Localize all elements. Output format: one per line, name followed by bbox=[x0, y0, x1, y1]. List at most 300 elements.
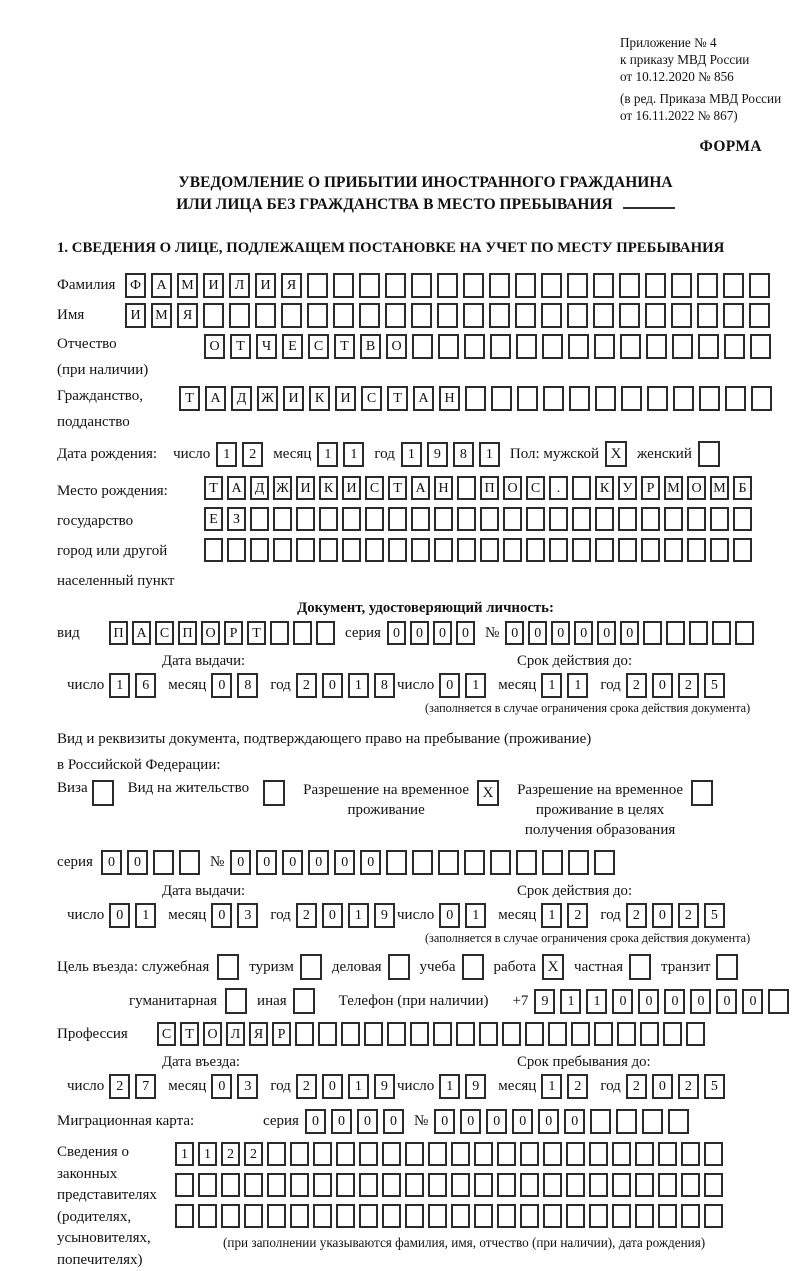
char-cell[interactable] bbox=[456, 1022, 475, 1046]
char-cell[interactable] bbox=[490, 850, 511, 875]
char-cell[interactable] bbox=[543, 1173, 562, 1197]
char-cell[interactable]: С bbox=[526, 476, 545, 500]
char-cell[interactable]: 1 bbox=[135, 903, 156, 928]
char-cell[interactable] bbox=[336, 1204, 355, 1228]
char-cell[interactable] bbox=[296, 507, 315, 531]
char-cell[interactable] bbox=[542, 850, 563, 875]
char-cell[interactable]: 0 bbox=[716, 989, 737, 1014]
char-cell[interactable] bbox=[411, 273, 432, 298]
char-cell[interactable] bbox=[336, 1142, 355, 1166]
char-cell[interactable] bbox=[520, 1142, 539, 1166]
char-cell[interactable] bbox=[542, 334, 563, 359]
char-cell[interactable] bbox=[642, 1109, 663, 1134]
char-cell[interactable] bbox=[410, 1022, 429, 1046]
char-cell[interactable] bbox=[175, 1204, 194, 1228]
char-cell[interactable] bbox=[566, 1142, 585, 1166]
char-cell[interactable]: 1 bbox=[348, 673, 369, 698]
char-cell[interactable] bbox=[572, 507, 591, 531]
char-cell[interactable] bbox=[457, 507, 476, 531]
char-cell[interactable] bbox=[646, 334, 667, 359]
char-cell[interactable]: 0 bbox=[433, 621, 452, 645]
char-cell[interactable] bbox=[572, 538, 591, 562]
char-cell[interactable] bbox=[489, 303, 510, 328]
char-cell[interactable] bbox=[364, 1022, 383, 1046]
char-cell[interactable] bbox=[428, 1173, 447, 1197]
char-cell[interactable]: 0 bbox=[612, 989, 633, 1014]
char-cell[interactable] bbox=[451, 1204, 470, 1228]
char-cell[interactable] bbox=[595, 538, 614, 562]
char-cell[interactable] bbox=[668, 1109, 689, 1134]
other-checkbox[interactable] bbox=[293, 988, 315, 1014]
char-cell[interactable]: 0 bbox=[456, 621, 475, 645]
char-cell[interactable] bbox=[437, 273, 458, 298]
char-cell[interactable] bbox=[382, 1204, 401, 1228]
char-cell[interactable] bbox=[457, 538, 476, 562]
char-cell[interactable] bbox=[497, 1142, 516, 1166]
char-cell[interactable] bbox=[593, 303, 614, 328]
char-cell[interactable] bbox=[589, 1142, 608, 1166]
char-cell[interactable] bbox=[617, 1022, 636, 1046]
char-cell[interactable] bbox=[203, 303, 224, 328]
char-cell[interactable]: 0 bbox=[742, 989, 763, 1014]
char-cell[interactable]: 1 bbox=[567, 673, 588, 698]
char-cell[interactable] bbox=[175, 1173, 194, 1197]
char-cell[interactable]: 1 bbox=[465, 903, 486, 928]
char-cell[interactable] bbox=[681, 1142, 700, 1166]
char-cell[interactable]: 1 bbox=[465, 673, 486, 698]
char-cell[interactable] bbox=[307, 273, 328, 298]
char-cell[interactable] bbox=[428, 1204, 447, 1228]
char-cell[interactable] bbox=[480, 538, 499, 562]
char-cell[interactable]: 0 bbox=[211, 1074, 232, 1099]
char-cell[interactable] bbox=[749, 273, 770, 298]
char-cell[interactable] bbox=[751, 386, 772, 411]
char-cell[interactable] bbox=[198, 1204, 217, 1228]
char-cell[interactable] bbox=[645, 273, 666, 298]
char-cell[interactable] bbox=[619, 273, 640, 298]
char-cell[interactable] bbox=[645, 303, 666, 328]
char-cell[interactable] bbox=[697, 273, 718, 298]
char-cell[interactable] bbox=[594, 850, 615, 875]
char-cell[interactable] bbox=[517, 386, 538, 411]
char-cell[interactable] bbox=[543, 1204, 562, 1228]
char-cell[interactable]: 2 bbox=[678, 903, 699, 928]
char-cell[interactable] bbox=[290, 1173, 309, 1197]
char-cell[interactable]: М bbox=[151, 303, 172, 328]
char-cell[interactable] bbox=[387, 1022, 406, 1046]
char-cell[interactable] bbox=[342, 538, 361, 562]
char-cell[interactable] bbox=[503, 507, 522, 531]
char-cell[interactable]: 2 bbox=[296, 673, 317, 698]
sex-female-checkbox[interactable] bbox=[698, 441, 720, 467]
char-cell[interactable] bbox=[567, 303, 588, 328]
char-cell[interactable]: 0 bbox=[439, 903, 460, 928]
char-cell[interactable] bbox=[255, 303, 276, 328]
char-cell[interactable] bbox=[681, 1173, 700, 1197]
char-cell[interactable]: 8 bbox=[453, 442, 474, 467]
char-cell[interactable] bbox=[385, 273, 406, 298]
work-checkbox[interactable]: X bbox=[542, 954, 564, 980]
char-cell[interactable] bbox=[464, 850, 485, 875]
char-cell[interactable]: 0 bbox=[282, 850, 303, 875]
char-cell[interactable] bbox=[491, 386, 512, 411]
char-cell[interactable]: Т bbox=[387, 386, 408, 411]
char-cell[interactable]: 0 bbox=[331, 1109, 352, 1134]
char-cell[interactable]: 0 bbox=[101, 850, 122, 875]
char-cell[interactable]: Д bbox=[231, 386, 252, 411]
char-cell[interactable]: А bbox=[413, 386, 434, 411]
char-cell[interactable] bbox=[590, 1109, 611, 1134]
char-cell[interactable]: 1 bbox=[198, 1142, 217, 1166]
char-cell[interactable] bbox=[319, 538, 338, 562]
char-cell[interactable] bbox=[541, 303, 562, 328]
char-cell[interactable]: О bbox=[386, 334, 407, 359]
char-cell[interactable] bbox=[296, 538, 315, 562]
char-cell[interactable] bbox=[549, 507, 568, 531]
char-cell[interactable]: 2 bbox=[109, 1074, 130, 1099]
char-cell[interactable]: З bbox=[227, 507, 246, 531]
char-cell[interactable]: Р bbox=[224, 621, 243, 645]
char-cell[interactable]: 0 bbox=[652, 673, 673, 698]
char-cell[interactable]: Н bbox=[439, 386, 460, 411]
char-cell[interactable] bbox=[589, 1173, 608, 1197]
char-cell[interactable] bbox=[503, 538, 522, 562]
char-cell[interactable]: С bbox=[157, 1022, 176, 1046]
char-cell[interactable]: Я bbox=[249, 1022, 268, 1046]
char-cell[interactable] bbox=[733, 538, 752, 562]
char-cell[interactable]: 0 bbox=[434, 1109, 455, 1134]
private-checkbox[interactable] bbox=[629, 954, 651, 980]
char-cell[interactable] bbox=[572, 476, 591, 500]
char-cell[interactable]: 9 bbox=[427, 442, 448, 467]
char-cell[interactable] bbox=[295, 1022, 314, 1046]
char-cell[interactable]: Д bbox=[250, 476, 269, 500]
char-cell[interactable] bbox=[382, 1142, 401, 1166]
char-cell[interactable]: 0 bbox=[211, 903, 232, 928]
char-cell[interactable] bbox=[699, 386, 720, 411]
char-cell[interactable] bbox=[465, 386, 486, 411]
char-cell[interactable] bbox=[526, 507, 545, 531]
char-cell[interactable] bbox=[643, 621, 662, 645]
char-cell[interactable] bbox=[612, 1173, 631, 1197]
char-cell[interactable]: 1 bbox=[109, 673, 130, 698]
char-cell[interactable] bbox=[434, 507, 453, 531]
char-cell[interactable] bbox=[307, 303, 328, 328]
char-cell[interactable] bbox=[474, 1142, 493, 1166]
char-cell[interactable]: 1 bbox=[317, 442, 338, 467]
char-cell[interactable]: . bbox=[549, 476, 568, 500]
char-cell[interactable] bbox=[359, 303, 380, 328]
char-cell[interactable] bbox=[641, 507, 660, 531]
char-cell[interactable] bbox=[497, 1204, 516, 1228]
char-cell[interactable]: 2 bbox=[242, 442, 263, 467]
char-cell[interactable]: 0 bbox=[127, 850, 148, 875]
char-cell[interactable] bbox=[438, 850, 459, 875]
char-cell[interactable] bbox=[198, 1173, 217, 1197]
tourism-checkbox[interactable] bbox=[300, 954, 322, 980]
char-cell[interactable] bbox=[490, 334, 511, 359]
char-cell[interactable]: 3 bbox=[237, 903, 258, 928]
char-cell[interactable] bbox=[620, 334, 641, 359]
char-cell[interactable] bbox=[664, 538, 683, 562]
char-cell[interactable] bbox=[571, 1022, 590, 1046]
char-cell[interactable]: 0 bbox=[256, 850, 277, 875]
char-cell[interactable] bbox=[673, 386, 694, 411]
char-cell[interactable] bbox=[515, 303, 536, 328]
char-cell[interactable] bbox=[318, 1022, 337, 1046]
char-cell[interactable] bbox=[686, 1022, 705, 1046]
char-cell[interactable]: Л bbox=[229, 273, 250, 298]
char-cell[interactable]: 2 bbox=[678, 673, 699, 698]
char-cell[interactable]: 0 bbox=[690, 989, 711, 1014]
char-cell[interactable] bbox=[293, 621, 312, 645]
char-cell[interactable] bbox=[463, 273, 484, 298]
char-cell[interactable]: Т bbox=[179, 386, 200, 411]
char-cell[interactable] bbox=[621, 386, 642, 411]
char-cell[interactable] bbox=[221, 1204, 240, 1228]
char-cell[interactable]: 0 bbox=[322, 1074, 343, 1099]
char-cell[interactable] bbox=[411, 303, 432, 328]
char-cell[interactable] bbox=[595, 507, 614, 531]
char-cell[interactable] bbox=[672, 334, 693, 359]
char-cell[interactable]: Н bbox=[434, 476, 453, 500]
char-cell[interactable]: 2 bbox=[626, 903, 647, 928]
char-cell[interactable]: 0 bbox=[528, 621, 547, 645]
purpose-official-checkbox[interactable] bbox=[217, 954, 239, 980]
char-cell[interactable] bbox=[341, 1022, 360, 1046]
char-cell[interactable]: 2 bbox=[567, 1074, 588, 1099]
business-checkbox[interactable] bbox=[388, 954, 410, 980]
char-cell[interactable]: 2 bbox=[296, 1074, 317, 1099]
char-cell[interactable] bbox=[710, 538, 729, 562]
char-cell[interactable]: К bbox=[595, 476, 614, 500]
char-cell[interactable]: О bbox=[503, 476, 522, 500]
char-cell[interactable] bbox=[319, 507, 338, 531]
char-cell[interactable] bbox=[635, 1142, 654, 1166]
char-cell[interactable]: В bbox=[360, 334, 381, 359]
char-cell[interactable] bbox=[593, 273, 614, 298]
char-cell[interactable] bbox=[520, 1173, 539, 1197]
char-cell[interactable] bbox=[480, 507, 499, 531]
char-cell[interactable]: 2 bbox=[567, 903, 588, 928]
char-cell[interactable] bbox=[516, 850, 537, 875]
char-cell[interactable] bbox=[365, 538, 384, 562]
char-cell[interactable] bbox=[566, 1173, 585, 1197]
char-cell[interactable]: М bbox=[664, 476, 683, 500]
char-cell[interactable] bbox=[724, 334, 745, 359]
char-cell[interactable] bbox=[267, 1142, 286, 1166]
char-cell[interactable] bbox=[658, 1173, 677, 1197]
char-cell[interactable]: 0 bbox=[387, 621, 406, 645]
char-cell[interactable] bbox=[221, 1173, 240, 1197]
char-cell[interactable]: Ч bbox=[256, 334, 277, 359]
char-cell[interactable] bbox=[405, 1173, 424, 1197]
char-cell[interactable]: 0 bbox=[410, 621, 429, 645]
char-cell[interactable]: С bbox=[155, 621, 174, 645]
char-cell[interactable] bbox=[526, 538, 545, 562]
char-cell[interactable] bbox=[549, 538, 568, 562]
char-cell[interactable] bbox=[227, 538, 246, 562]
char-cell[interactable]: 2 bbox=[626, 1074, 647, 1099]
char-cell[interactable] bbox=[619, 303, 640, 328]
char-cell[interactable] bbox=[333, 273, 354, 298]
char-cell[interactable]: 6 bbox=[135, 673, 156, 698]
char-cell[interactable]: И bbox=[296, 476, 315, 500]
char-cell[interactable]: 0 bbox=[512, 1109, 533, 1134]
char-cell[interactable]: Е bbox=[282, 334, 303, 359]
char-cell[interactable]: Ж bbox=[273, 476, 292, 500]
char-cell[interactable]: 0 bbox=[439, 673, 460, 698]
char-cell[interactable] bbox=[386, 850, 407, 875]
char-cell[interactable] bbox=[666, 621, 685, 645]
char-cell[interactable] bbox=[641, 538, 660, 562]
char-cell[interactable] bbox=[333, 303, 354, 328]
char-cell[interactable] bbox=[229, 303, 250, 328]
char-cell[interactable]: 0 bbox=[322, 903, 343, 928]
char-cell[interactable]: 2 bbox=[678, 1074, 699, 1099]
char-cell[interactable]: 8 bbox=[374, 673, 395, 698]
char-cell[interactable] bbox=[710, 507, 729, 531]
char-cell[interactable]: 0 bbox=[334, 850, 355, 875]
char-cell[interactable] bbox=[548, 1022, 567, 1046]
char-cell[interactable]: 8 bbox=[237, 673, 258, 698]
char-cell[interactable] bbox=[359, 1142, 378, 1166]
char-cell[interactable]: О bbox=[204, 334, 225, 359]
char-cell[interactable] bbox=[697, 303, 718, 328]
char-cell[interactable]: 5 bbox=[704, 903, 725, 928]
char-cell[interactable] bbox=[671, 273, 692, 298]
char-cell[interactable]: Л bbox=[226, 1022, 245, 1046]
char-cell[interactable] bbox=[463, 303, 484, 328]
char-cell[interactable] bbox=[412, 334, 433, 359]
char-cell[interactable] bbox=[566, 1204, 585, 1228]
char-cell[interactable]: 1 bbox=[439, 1074, 460, 1099]
char-cell[interactable]: П bbox=[109, 621, 128, 645]
char-cell[interactable] bbox=[359, 273, 380, 298]
char-cell[interactable]: А bbox=[411, 476, 430, 500]
char-cell[interactable]: 0 bbox=[308, 850, 329, 875]
char-cell[interactable] bbox=[681, 1204, 700, 1228]
char-cell[interactable] bbox=[640, 1022, 659, 1046]
char-cell[interactable] bbox=[451, 1173, 470, 1197]
char-cell[interactable] bbox=[589, 1204, 608, 1228]
char-cell[interactable]: 0 bbox=[460, 1109, 481, 1134]
char-cell[interactable]: И bbox=[335, 386, 356, 411]
char-cell[interactable] bbox=[725, 386, 746, 411]
char-cell[interactable] bbox=[712, 621, 731, 645]
char-cell[interactable] bbox=[612, 1204, 631, 1228]
char-cell[interactable] bbox=[457, 476, 476, 500]
char-cell[interactable]: Я bbox=[177, 303, 198, 328]
char-cell[interactable] bbox=[543, 386, 564, 411]
char-cell[interactable]: 5 bbox=[704, 673, 725, 698]
char-cell[interactable] bbox=[568, 850, 589, 875]
char-cell[interactable]: Е bbox=[204, 507, 223, 531]
char-cell[interactable] bbox=[735, 621, 754, 645]
char-cell[interactable] bbox=[290, 1142, 309, 1166]
char-cell[interactable] bbox=[502, 1022, 521, 1046]
char-cell[interactable]: 0 bbox=[564, 1109, 585, 1134]
char-cell[interactable] bbox=[567, 273, 588, 298]
temp-residence-edu-checkbox[interactable] bbox=[691, 780, 713, 806]
char-cell[interactable]: И bbox=[203, 273, 224, 298]
char-cell[interactable]: 0 bbox=[357, 1109, 378, 1134]
char-cell[interactable]: 1 bbox=[175, 1142, 194, 1166]
char-cell[interactable]: 0 bbox=[360, 850, 381, 875]
char-cell[interactable] bbox=[568, 334, 589, 359]
char-cell[interactable]: 0 bbox=[322, 673, 343, 698]
char-cell[interactable]: И bbox=[125, 303, 146, 328]
sex-male-checkbox[interactable]: X bbox=[605, 441, 627, 467]
char-cell[interactable] bbox=[541, 273, 562, 298]
char-cell[interactable]: 1 bbox=[348, 1074, 369, 1099]
char-cell[interactable] bbox=[687, 538, 706, 562]
char-cell[interactable] bbox=[635, 1204, 654, 1228]
char-cell[interactable] bbox=[618, 538, 637, 562]
char-cell[interactable]: С bbox=[365, 476, 384, 500]
char-cell[interactable]: Я bbox=[281, 273, 302, 298]
char-cell[interactable] bbox=[750, 334, 771, 359]
char-cell[interactable] bbox=[689, 621, 708, 645]
char-cell[interactable] bbox=[658, 1204, 677, 1228]
char-cell[interactable]: 0 bbox=[664, 989, 685, 1014]
char-cell[interactable]: С bbox=[361, 386, 382, 411]
char-cell[interactable]: И bbox=[255, 273, 276, 298]
char-cell[interactable]: П bbox=[480, 476, 499, 500]
char-cell[interactable] bbox=[525, 1022, 544, 1046]
char-cell[interactable] bbox=[479, 1022, 498, 1046]
char-cell[interactable]: 0 bbox=[230, 850, 251, 875]
char-cell[interactable] bbox=[273, 538, 292, 562]
char-cell[interactable]: 1 bbox=[401, 442, 422, 467]
char-cell[interactable]: А bbox=[151, 273, 172, 298]
char-cell[interactable]: Р bbox=[272, 1022, 291, 1046]
char-cell[interactable]: Т bbox=[180, 1022, 199, 1046]
char-cell[interactable]: 5 bbox=[704, 1074, 725, 1099]
char-cell[interactable] bbox=[281, 303, 302, 328]
char-cell[interactable]: К bbox=[319, 476, 338, 500]
char-cell[interactable] bbox=[474, 1173, 493, 1197]
char-cell[interactable]: 0 bbox=[505, 621, 524, 645]
char-cell[interactable] bbox=[382, 1173, 401, 1197]
char-cell[interactable] bbox=[464, 334, 485, 359]
char-cell[interactable] bbox=[179, 850, 200, 875]
char-cell[interactable]: 0 bbox=[211, 673, 232, 698]
char-cell[interactable] bbox=[594, 334, 615, 359]
char-cell[interactable] bbox=[250, 507, 269, 531]
transit-checkbox[interactable] bbox=[716, 954, 738, 980]
char-cell[interactable]: Р bbox=[641, 476, 660, 500]
char-cell[interactable] bbox=[768, 989, 789, 1014]
char-cell[interactable]: Б bbox=[733, 476, 752, 500]
char-cell[interactable]: 1 bbox=[216, 442, 237, 467]
char-cell[interactable] bbox=[658, 1142, 677, 1166]
char-cell[interactable]: И bbox=[283, 386, 304, 411]
char-cell[interactable] bbox=[267, 1204, 286, 1228]
char-cell[interactable]: 1 bbox=[586, 989, 607, 1014]
char-cell[interactable]: У bbox=[618, 476, 637, 500]
char-cell[interactable]: 0 bbox=[638, 989, 659, 1014]
char-cell[interactable] bbox=[594, 1022, 613, 1046]
char-cell[interactable]: Ф bbox=[125, 273, 146, 298]
char-cell[interactable] bbox=[336, 1173, 355, 1197]
char-cell[interactable] bbox=[698, 334, 719, 359]
char-cell[interactable]: 0 bbox=[597, 621, 616, 645]
char-cell[interactable]: 1 bbox=[541, 1074, 562, 1099]
char-cell[interactable]: 9 bbox=[374, 903, 395, 928]
char-cell[interactable]: 9 bbox=[374, 1074, 395, 1099]
char-cell[interactable] bbox=[515, 273, 536, 298]
